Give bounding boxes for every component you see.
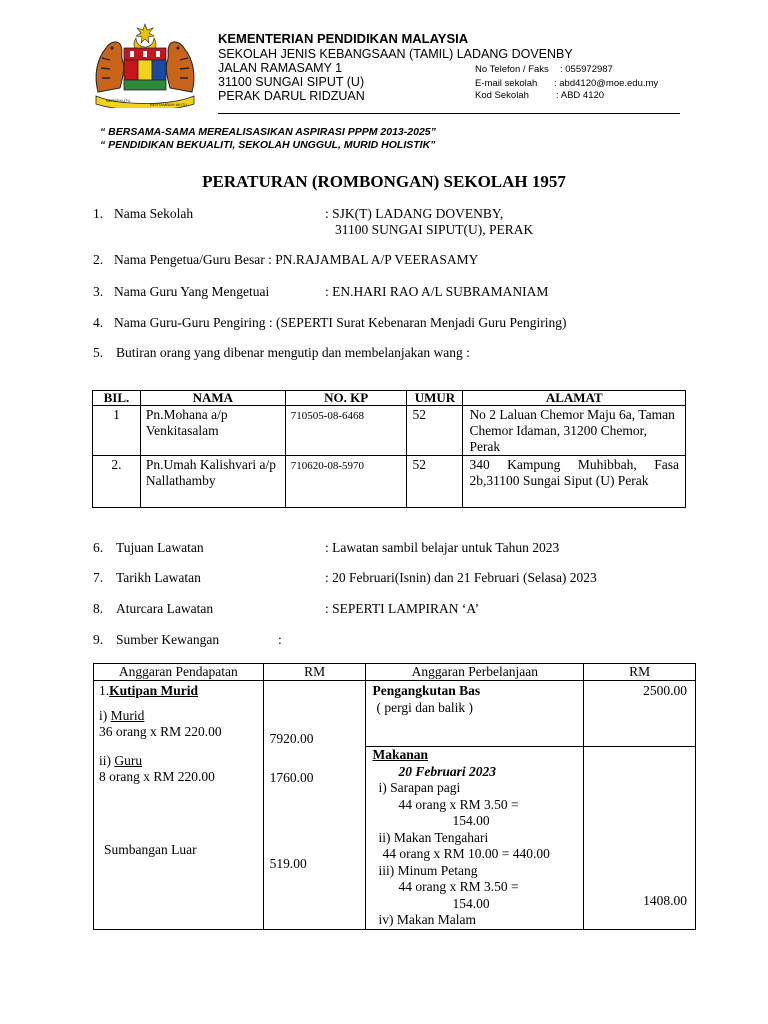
phone-value: : 055972987: [560, 64, 613, 75]
address-line-3: PERAK DARUL RIDZUAN: [218, 89, 365, 103]
table-header-row: [94, 664, 696, 681]
food-line: 154.00: [452, 813, 490, 828]
food-label: Makanan: [372, 747, 429, 762]
item-9-value: :: [278, 632, 282, 647]
item-1-value: : SJK(T) LADANG DOVENBY,: [325, 206, 504, 221]
item-3-label: Nama Guru Yang Mengetuai: [114, 284, 270, 299]
guru-amount: 1760.00: [269, 769, 314, 785]
header-alamat: ALAMAT: [463, 391, 686, 406]
cell-alamat: No 2 Laluan Chemor Maju 6a, Taman Chemor Idaman, 31200 Chemor, Perak: [463, 406, 686, 456]
food-amount-cell: [584, 747, 696, 930]
budget-table: [93, 663, 696, 930]
item-9-no: 9.: [93, 632, 104, 647]
guru-calc: 8 orang x RM 220.00: [99, 769, 215, 784]
murid-calc: 36 orang x RM 220.00: [99, 724, 222, 739]
cell-alamat: 340 Kampung Muhibbah, Fasa 2b,31100 Sungai Siput (U) Perak: [463, 456, 686, 508]
cell-no-kp: 710620-08-5970: [285, 456, 407, 508]
school-name: SEKOLAH JENIS KEBANGSAAN (TAMIL) LADANG DOVENBY: [218, 47, 573, 61]
table-row: [93, 456, 686, 508]
document-title: PERATURAN (ROMBONGAN) SEKOLAH 1957: [202, 172, 566, 191]
income-description-cell: [94, 681, 264, 930]
school-code-value: : ABD 4120: [556, 90, 605, 101]
item-6-value: : Lawatan sambil belajar untuk Tahun 2023: [325, 540, 560, 555]
food-line: 44 orang x RM 3.50 =: [398, 796, 519, 812]
income-amount-cell: [263, 681, 366, 930]
header-no-kp: NO. KP: [285, 391, 407, 406]
income-heading: Kutipan Murid: [109, 683, 199, 698]
cell-nama: Pn.Umah Kalishvari a/p Nallathamby: [140, 456, 285, 508]
murid-label: Murid: [110, 707, 145, 723]
authorized-persons-table: [92, 390, 686, 508]
item-1-value-2: 31100 SUNGAI SIPUT(U), PERAK: [335, 222, 534, 237]
guru-prefix: ii): [99, 752, 115, 768]
murid-prefix: i): [99, 707, 111, 723]
expense-bus-cell: [366, 681, 584, 747]
table-header-row: [93, 391, 686, 406]
food-amount: 1408.00: [643, 893, 687, 908]
food-line: 154.00: [452, 895, 490, 911]
income-heading-no: 1.: [99, 683, 110, 698]
item-7-value: : 20 Februari(Isnin) dan 21 Februari (Selasa) 2023: [325, 570, 597, 585]
food-line: 44 orang x RM 3.50 =: [398, 879, 519, 894]
address-line-2: 31100 SUNGAI SIPUT (U): [218, 75, 365, 89]
cell-no-kp: 710505-08-6468: [285, 406, 407, 456]
cell-umur: 52: [407, 406, 463, 456]
header-umur: UMUR: [407, 391, 463, 406]
email-label: E-mail sekolah: [475, 78, 538, 89]
cell-nama: Pn.Mohana a/p Venkitasalam: [140, 406, 285, 456]
ministry-name: KEMENTERIAN PENDIDIKAN MALAYSIA: [218, 31, 469, 46]
item-8-value: : SEPERTI LAMPIRAN ‘A’: [325, 601, 480, 616]
cell-bil: 1: [93, 406, 141, 456]
food-line: 44 orang x RM 10.00 = 440.00: [382, 846, 550, 861]
cell-bil: 2.: [93, 456, 141, 508]
table-row: [94, 681, 696, 747]
phone-label: No Telefon / Faks: [475, 64, 549, 75]
slogan-1: “ BERSAMA-SAMA MEREALISASIKAN ASPIRASI PPPM 2013-2025”: [100, 126, 436, 138]
header-income: Anggaran Pendapatan: [94, 664, 264, 681]
slogan-2: “ PENDIDIKAN BEKUALITI, SEKOLAH UNGGUL, MURID HOLISTIK”: [100, 139, 436, 151]
item-5-label: Butiran orang yang dibenar mengutip dan membelanjakan wang :: [116, 345, 470, 360]
svg-text:BERTAMBAH MUTU: BERTAMBAH MUTU: [150, 102, 188, 107]
food-date: 20 Februari 2023: [398, 763, 496, 779]
svg-text:BERSEKUTU: BERSEKUTU: [106, 98, 131, 103]
item-7-label: Tarikh Lawatan: [116, 570, 201, 585]
item-6-label: Tujuan Lawatan: [116, 540, 204, 555]
food-line: i) Sarapan pagi: [378, 780, 461, 795]
food-line: ii) Makan Tengahari: [378, 829, 489, 845]
sumbangan-luar: Sumbangan Luar: [104, 841, 197, 857]
header-expense: Anggaran Perbelanjaan: [366, 664, 584, 681]
item-9-label: Sumber Kewangan: [116, 632, 220, 647]
item-8-no: 8.: [93, 601, 104, 616]
header-nama: NAMA: [140, 391, 285, 406]
address-line-1: JALAN RAMASAMY 1: [218, 61, 343, 75]
guru-label: Guru: [114, 752, 143, 768]
table-row: [93, 406, 686, 456]
header-expense-rm: RM: [584, 664, 696, 681]
item-7-no: 7.: [93, 570, 104, 585]
item-2-no: 2.: [93, 252, 104, 267]
school-code-label: Kod Sekolah: [475, 90, 529, 101]
item-8-label: Aturcara Lawatan: [116, 601, 214, 616]
bus-label: Pengangkutan Bas: [372, 683, 481, 698]
item-2-label: Nama Pengetua/Guru Besar : PN.RAJAMBAL A/P VEERASAMY: [114, 252, 479, 267]
item-3-no: 3.: [93, 284, 104, 299]
cell-umur: 52: [407, 456, 463, 508]
email-value: : abd4120@moe.edu.my: [554, 78, 659, 89]
header-income-rm: RM: [263, 664, 366, 681]
item-6-no: 6.: [93, 540, 104, 555]
food-line: iii) Minum Petang: [378, 862, 478, 878]
item-4-label: Nama Guru-Guru Pengiring : (SEPERTI Surat Kebenaran Menjadi Guru Pengiring): [114, 315, 567, 330]
bus-note: ( pergi dan balik ): [376, 699, 473, 715]
food-line: iv) Makan Malam: [378, 912, 476, 927]
item-1-label: Nama Sekolah: [114, 206, 194, 221]
item-4-no: 4.: [93, 315, 104, 330]
bus-amount: 2500.00: [584, 681, 696, 747]
murid-amount: 7920.00: [269, 731, 314, 746]
item-3-value: : EN.HARI RAO A/L SUBRAMANIAM: [325, 284, 549, 299]
luar-amount: 519.00: [269, 856, 307, 871]
item-1-no: 1.: [93, 206, 104, 221]
item-5-no: 5.: [93, 345, 104, 360]
school-crest-logo: [90, 22, 200, 108]
header-bil: BIL.: [93, 391, 141, 406]
letterhead-divider: [218, 113, 680, 114]
expense-food-cell: [366, 747, 584, 930]
